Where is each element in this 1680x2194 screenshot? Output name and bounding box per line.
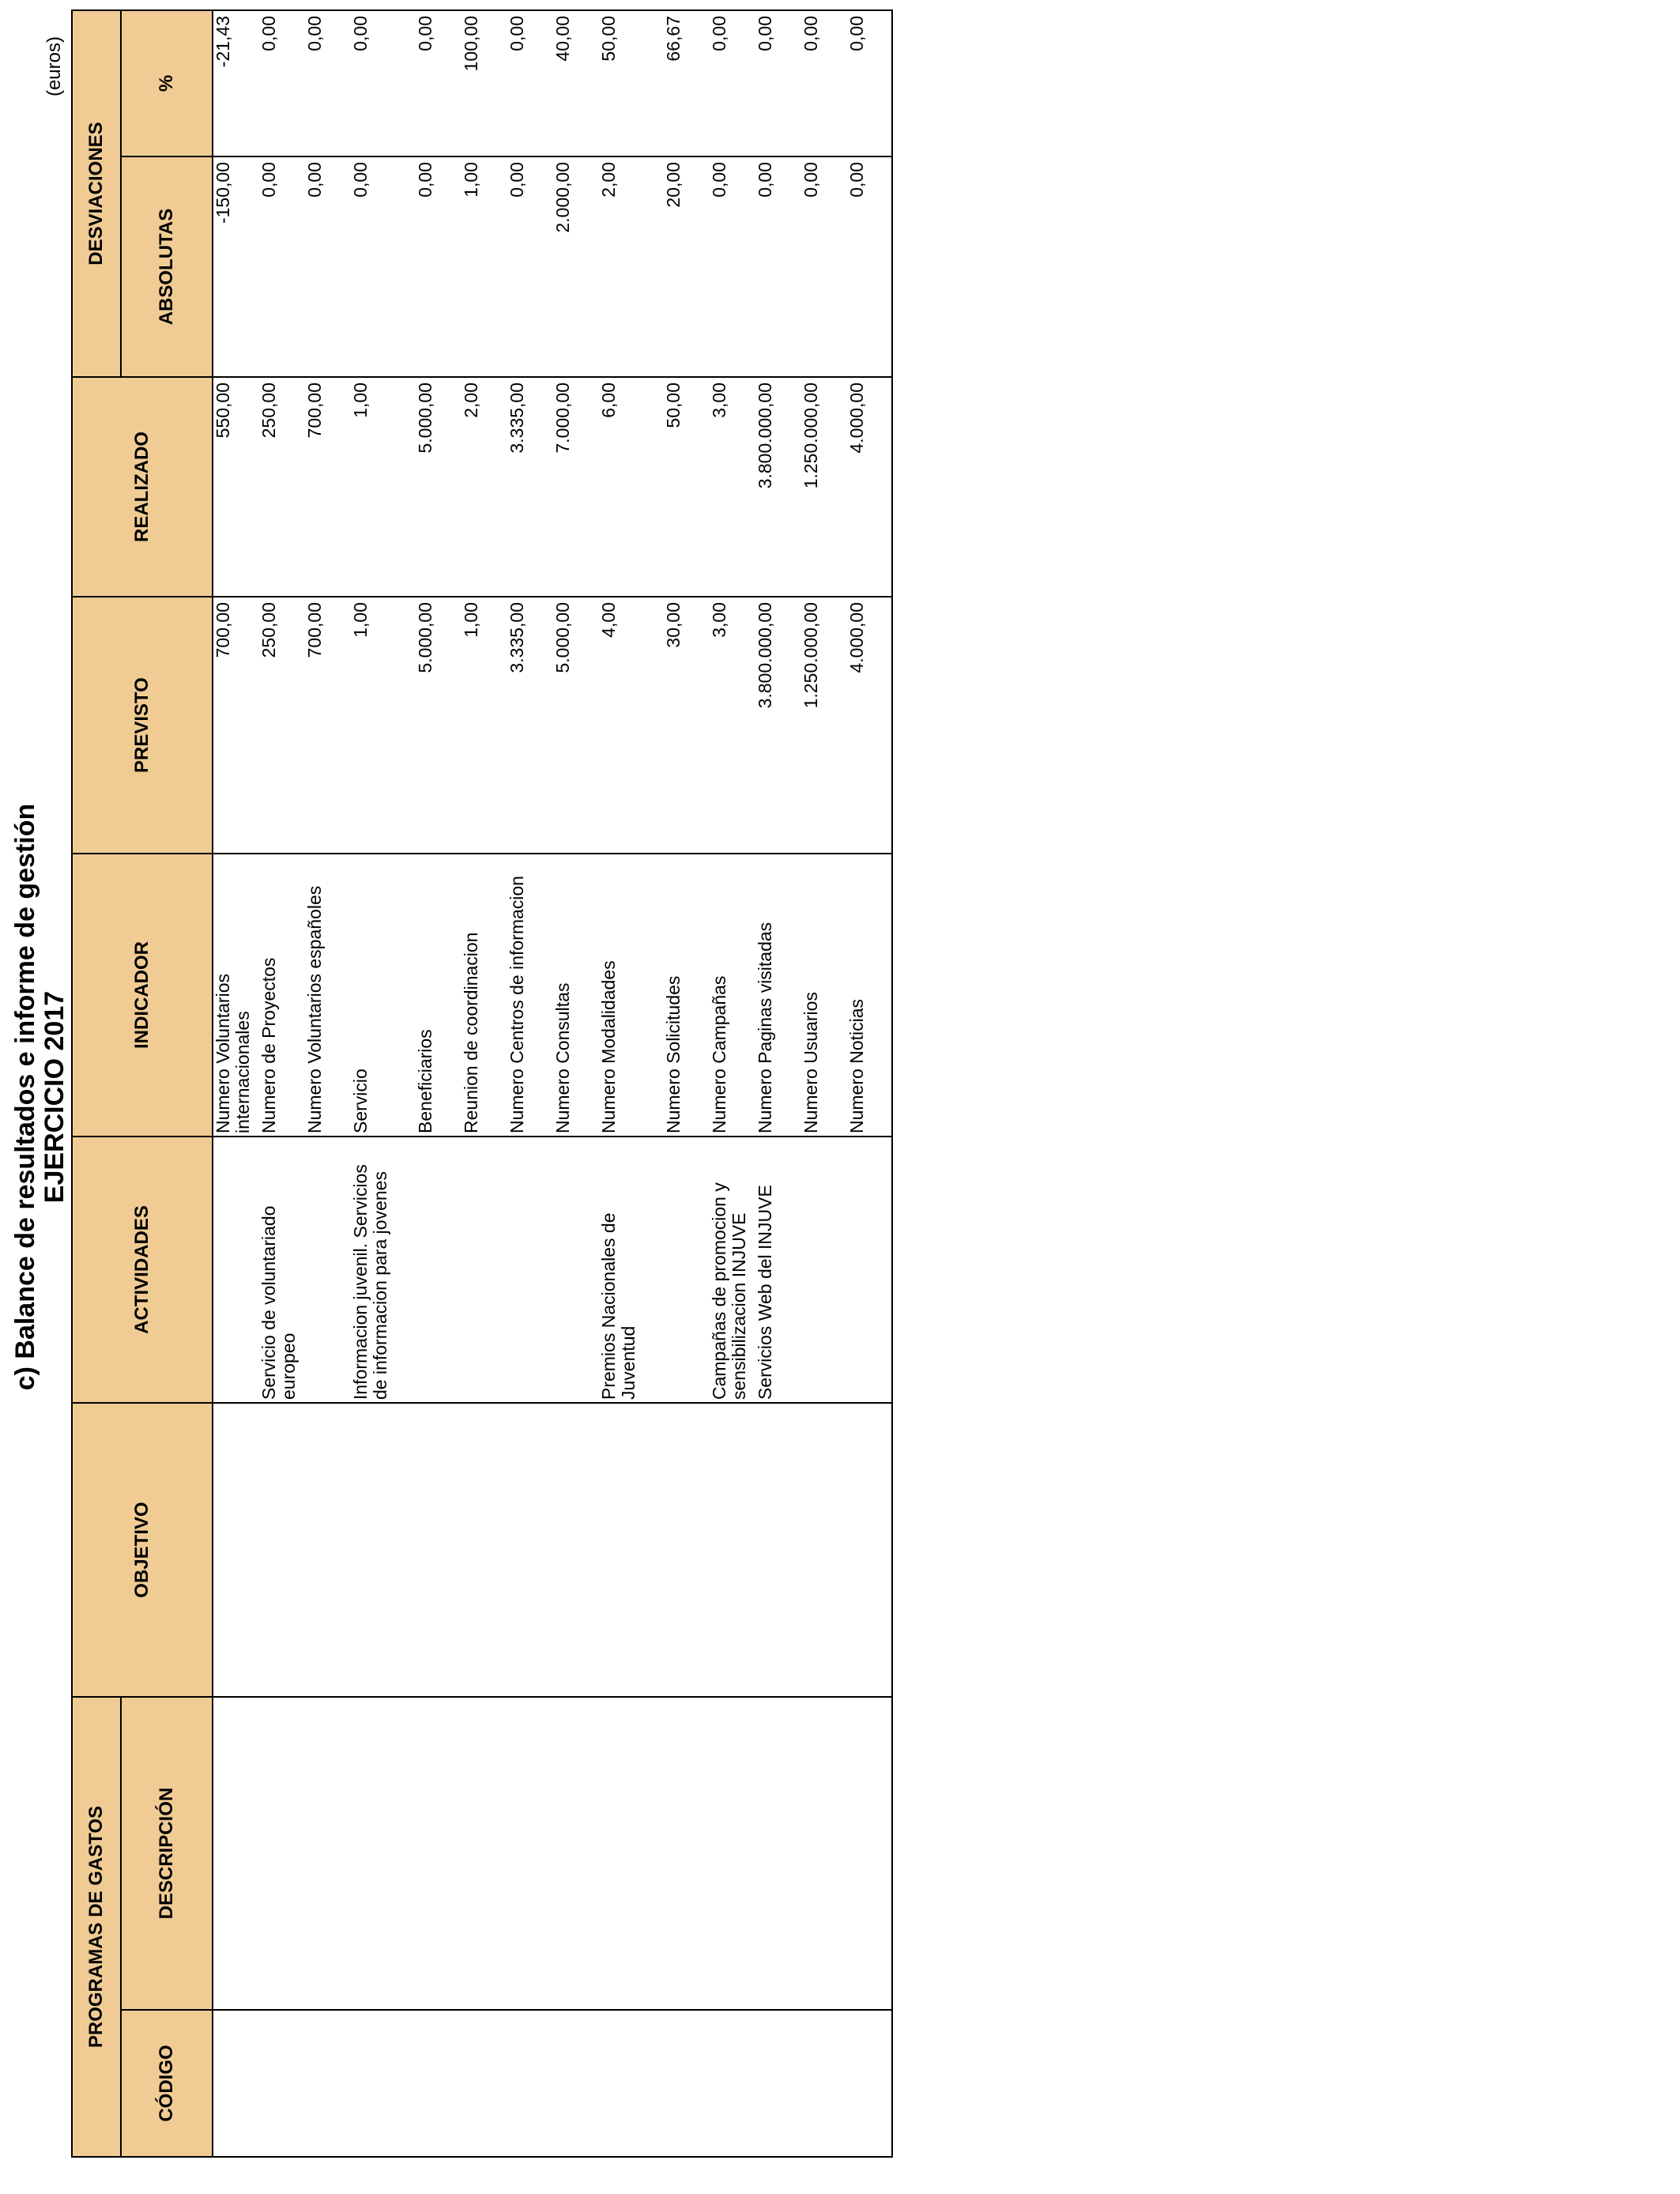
- cell-codigo: [710, 2010, 755, 2157]
- cell-indicador: Servicio: [351, 854, 416, 1137]
- cell-actividades: [305, 1137, 351, 1403]
- cell-realizado: 3.800.000,00: [755, 377, 801, 597]
- cell-actividades: Informacion juvenil. Servicios de informacion para jovenes: [351, 1137, 416, 1403]
- cell-codigo: [553, 2010, 599, 2157]
- cell-absolutas: 2.000,00: [553, 156, 599, 377]
- cell-previsto: 1.250.000,00: [801, 597, 847, 854]
- cell-actividades: [507, 1137, 553, 1403]
- cell-objetivo: [664, 1403, 710, 1697]
- table-row: [259, 10, 305, 2157]
- cell-porcentaje: 0,00: [507, 10, 553, 156]
- cell-porcentaje: 40,00: [553, 10, 599, 156]
- cell-descripcion: [599, 1697, 664, 2010]
- cell-indicador: Numero Noticias: [847, 854, 885, 1137]
- table-row: [351, 10, 416, 2157]
- cell-porcentaje: 0,00: [259, 10, 305, 156]
- cell-previsto: 4,00: [599, 597, 664, 854]
- cell-codigo: [461, 2010, 507, 2157]
- cell-previsto: 5.000,00: [553, 597, 599, 854]
- cell-codigo: [507, 2010, 553, 2157]
- cell-porcentaje: 50,00: [599, 10, 664, 156]
- header-objetivo: OBJETIVO: [72, 1403, 213, 1697]
- header-descripcion: DESCRIPCIÓN: [121, 1697, 213, 2010]
- cell-actividades: [847, 1137, 885, 1403]
- table-row: [755, 10, 801, 2157]
- cell-descripcion: [553, 1697, 599, 2010]
- cell-porcentaje: 0,00: [801, 10, 847, 156]
- cell-absolutas: 0,00: [416, 156, 461, 377]
- header-actividades: ACTIVIDADES: [72, 1137, 213, 1403]
- cell-descripcion: [213, 1697, 259, 2010]
- cell-absolutas: 0,00: [847, 156, 885, 377]
- cell-codigo: [801, 2010, 847, 2157]
- header-desviaciones: DESVIACIONES: [72, 10, 121, 377]
- cell-previsto: 1,00: [461, 597, 507, 854]
- cell-realizado: 3.335,00: [507, 377, 553, 597]
- table-row: [847, 10, 885, 2157]
- header-previsto: PREVISTO: [72, 597, 213, 854]
- cell-indicador: Numero Voluntarios españoles: [305, 854, 351, 1137]
- table-row: [801, 10, 847, 2157]
- cell-actividades: Premios Nacionales de Juventud: [599, 1137, 664, 1403]
- cell-descripcion: [755, 1697, 801, 2010]
- currency-note: (euros): [43, 36, 65, 97]
- cell-previsto: 3,00: [710, 597, 755, 854]
- cell-absolutas: 0,00: [259, 156, 305, 377]
- cell-realizado: 4.000,00: [847, 377, 885, 597]
- cell-descripcion: [461, 1697, 507, 2010]
- cell-codigo: [599, 2010, 664, 2157]
- cell-previsto: 30,00: [664, 597, 710, 854]
- cell-realizado: 550,00: [213, 377, 259, 597]
- cell-objetivo: [599, 1403, 664, 1697]
- cell-codigo: [305, 2010, 351, 2157]
- table-row: [305, 10, 351, 2157]
- header-programas: PROGRAMAS DE GASTOS: [72, 1697, 121, 2157]
- header-absolutas: ABSOLUTAS: [121, 156, 213, 377]
- table-row: [213, 10, 259, 2157]
- cell-actividades: [553, 1137, 599, 1403]
- cell-porcentaje: 0,00: [710, 10, 755, 156]
- cell-realizado: 250,00: [259, 377, 305, 597]
- cell-descripcion: [710, 1697, 755, 2010]
- cell-descripcion: [507, 1697, 553, 2010]
- cell-actividades: [461, 1137, 507, 1403]
- cell-porcentaje: 100,00: [461, 10, 507, 156]
- cell-absolutas: 0,00: [507, 156, 553, 377]
- cell-realizado: 3,00: [710, 377, 755, 597]
- cell-indicador: Numero Paginas visitadas: [755, 854, 801, 1137]
- cell-realizado: 2,00: [461, 377, 507, 597]
- cell-absolutas: -150,00: [213, 156, 259, 377]
- cell-actividades: [416, 1137, 461, 1403]
- cell-porcentaje: 0,00: [847, 10, 885, 156]
- cell-objetivo: [416, 1403, 461, 1697]
- cell-realizado: 700,00: [305, 377, 351, 597]
- cell-actividades: Campañas de promocion y sensibilizacion INJUVE: [710, 1137, 755, 1403]
- cell-absolutas: 0,00: [305, 156, 351, 377]
- cell-absolutas: 1,00: [461, 156, 507, 377]
- table-row: [461, 10, 507, 2157]
- cell-previsto: 700,00: [213, 597, 259, 854]
- cell-indicador: Numero de Proyectos: [259, 854, 305, 1137]
- cell-previsto: 3.335,00: [507, 597, 553, 854]
- cell-realizado: 6,00: [599, 377, 664, 597]
- cell-indicador: Beneficiarios: [416, 854, 461, 1137]
- cell-absolutas: 0,00: [755, 156, 801, 377]
- cell-objetivo: [847, 1403, 885, 1697]
- cell-objetivo: [710, 1403, 755, 1697]
- report-title: c) Balance de resultados e informe de gestión: [10, 803, 40, 1391]
- cell-realizado: 5.000,00: [416, 377, 461, 597]
- cell-porcentaje: 0,00: [755, 10, 801, 156]
- cell-descripcion: [416, 1697, 461, 2010]
- header-indicador: INDICADOR: [72, 854, 213, 1137]
- header-codigo: CÓDIGO: [121, 2010, 213, 2157]
- cell-porcentaje: 0,00: [351, 10, 416, 156]
- cell-absolutas: 20,00: [664, 156, 710, 377]
- cell-actividades: [664, 1137, 710, 1403]
- cell-actividades: [213, 1137, 259, 1403]
- cell-actividades: [801, 1137, 847, 1403]
- table-row: [553, 10, 599, 2157]
- cell-previsto: 1,00: [351, 597, 416, 854]
- cell-realizado: 1.250.000,00: [801, 377, 847, 597]
- cell-realizado: 1,00: [351, 377, 416, 597]
- cell-objetivo: [553, 1403, 599, 1697]
- cell-absolutas: 0,00: [710, 156, 755, 377]
- cell-indicador: Numero Voluntarios internacionales: [213, 854, 259, 1137]
- table-row: [710, 10, 755, 2157]
- cell-actividades: Servicios Web del INJUVE: [755, 1137, 801, 1403]
- cell-realizado: 7.000,00: [553, 377, 599, 597]
- cell-descripcion: [351, 1697, 416, 2010]
- cell-descripcion: [801, 1697, 847, 2010]
- cell-descripcion: [847, 1697, 885, 2010]
- cell-indicador: Numero Campañas: [710, 854, 755, 1137]
- cell-objetivo: [259, 1403, 305, 1697]
- cell-codigo: [755, 2010, 801, 2157]
- report-subtitle: EJERCICIO 2017: [40, 990, 70, 1204]
- cell-objetivo: [461, 1403, 507, 1697]
- cell-codigo: [664, 2010, 710, 2157]
- table-row: [599, 10, 664, 2157]
- cell-previsto: 5.000,00: [416, 597, 461, 854]
- cell-previsto: 3.800.000,00: [755, 597, 801, 854]
- cell-codigo: [416, 2010, 461, 2157]
- cell-codigo: [351, 2010, 416, 2157]
- header-realizado: REALIZADO: [72, 377, 213, 597]
- cell-objetivo: [801, 1403, 847, 1697]
- table-bottom-border: [885, 10, 892, 2157]
- cell-actividades: Servicio de voluntariado europeo: [259, 1137, 305, 1403]
- cell-porcentaje: -21,43: [213, 10, 259, 156]
- cell-indicador: Numero Modalidades: [599, 854, 664, 1137]
- cell-objetivo: [507, 1403, 553, 1697]
- cell-objetivo: [755, 1403, 801, 1697]
- cell-absolutas: 0,00: [351, 156, 416, 377]
- table-row: [664, 10, 710, 2157]
- cell-descripcion: [259, 1697, 305, 2010]
- cell-objetivo: [305, 1403, 351, 1697]
- cell-previsto: 700,00: [305, 597, 351, 854]
- cell-descripcion: [664, 1697, 710, 2010]
- cell-objetivo: [213, 1403, 259, 1697]
- cell-absolutas: 0,00: [801, 156, 847, 377]
- cell-indicador: Reunion de coordinacion: [461, 854, 507, 1137]
- header-porcentaje: %: [121, 10, 213, 156]
- results-table: [71, 9, 893, 2158]
- cell-objetivo: [351, 1403, 416, 1697]
- cell-previsto: 250,00: [259, 597, 305, 854]
- table-row: [507, 10, 553, 2157]
- table-row: [416, 10, 461, 2157]
- cell-previsto: 4.000,00: [847, 597, 885, 854]
- cell-indicador: Numero Solicitudes: [664, 854, 710, 1137]
- cell-codigo: [213, 2010, 259, 2157]
- cell-indicador: Numero Centros de informacion: [507, 854, 553, 1137]
- cell-codigo: [847, 2010, 885, 2157]
- cell-porcentaje: 0,00: [305, 10, 351, 156]
- cell-descripcion: [305, 1697, 351, 2010]
- cell-codigo: [259, 2010, 305, 2157]
- cell-indicador: Numero Consultas: [553, 854, 599, 1137]
- cell-indicador: Numero Usuarios: [801, 854, 847, 1137]
- cell-absolutas: 2,00: [599, 156, 664, 377]
- cell-porcentaje: 0,00: [416, 10, 461, 156]
- cell-realizado: 50,00: [664, 377, 710, 597]
- cell-porcentaje: 66,67: [664, 10, 710, 156]
